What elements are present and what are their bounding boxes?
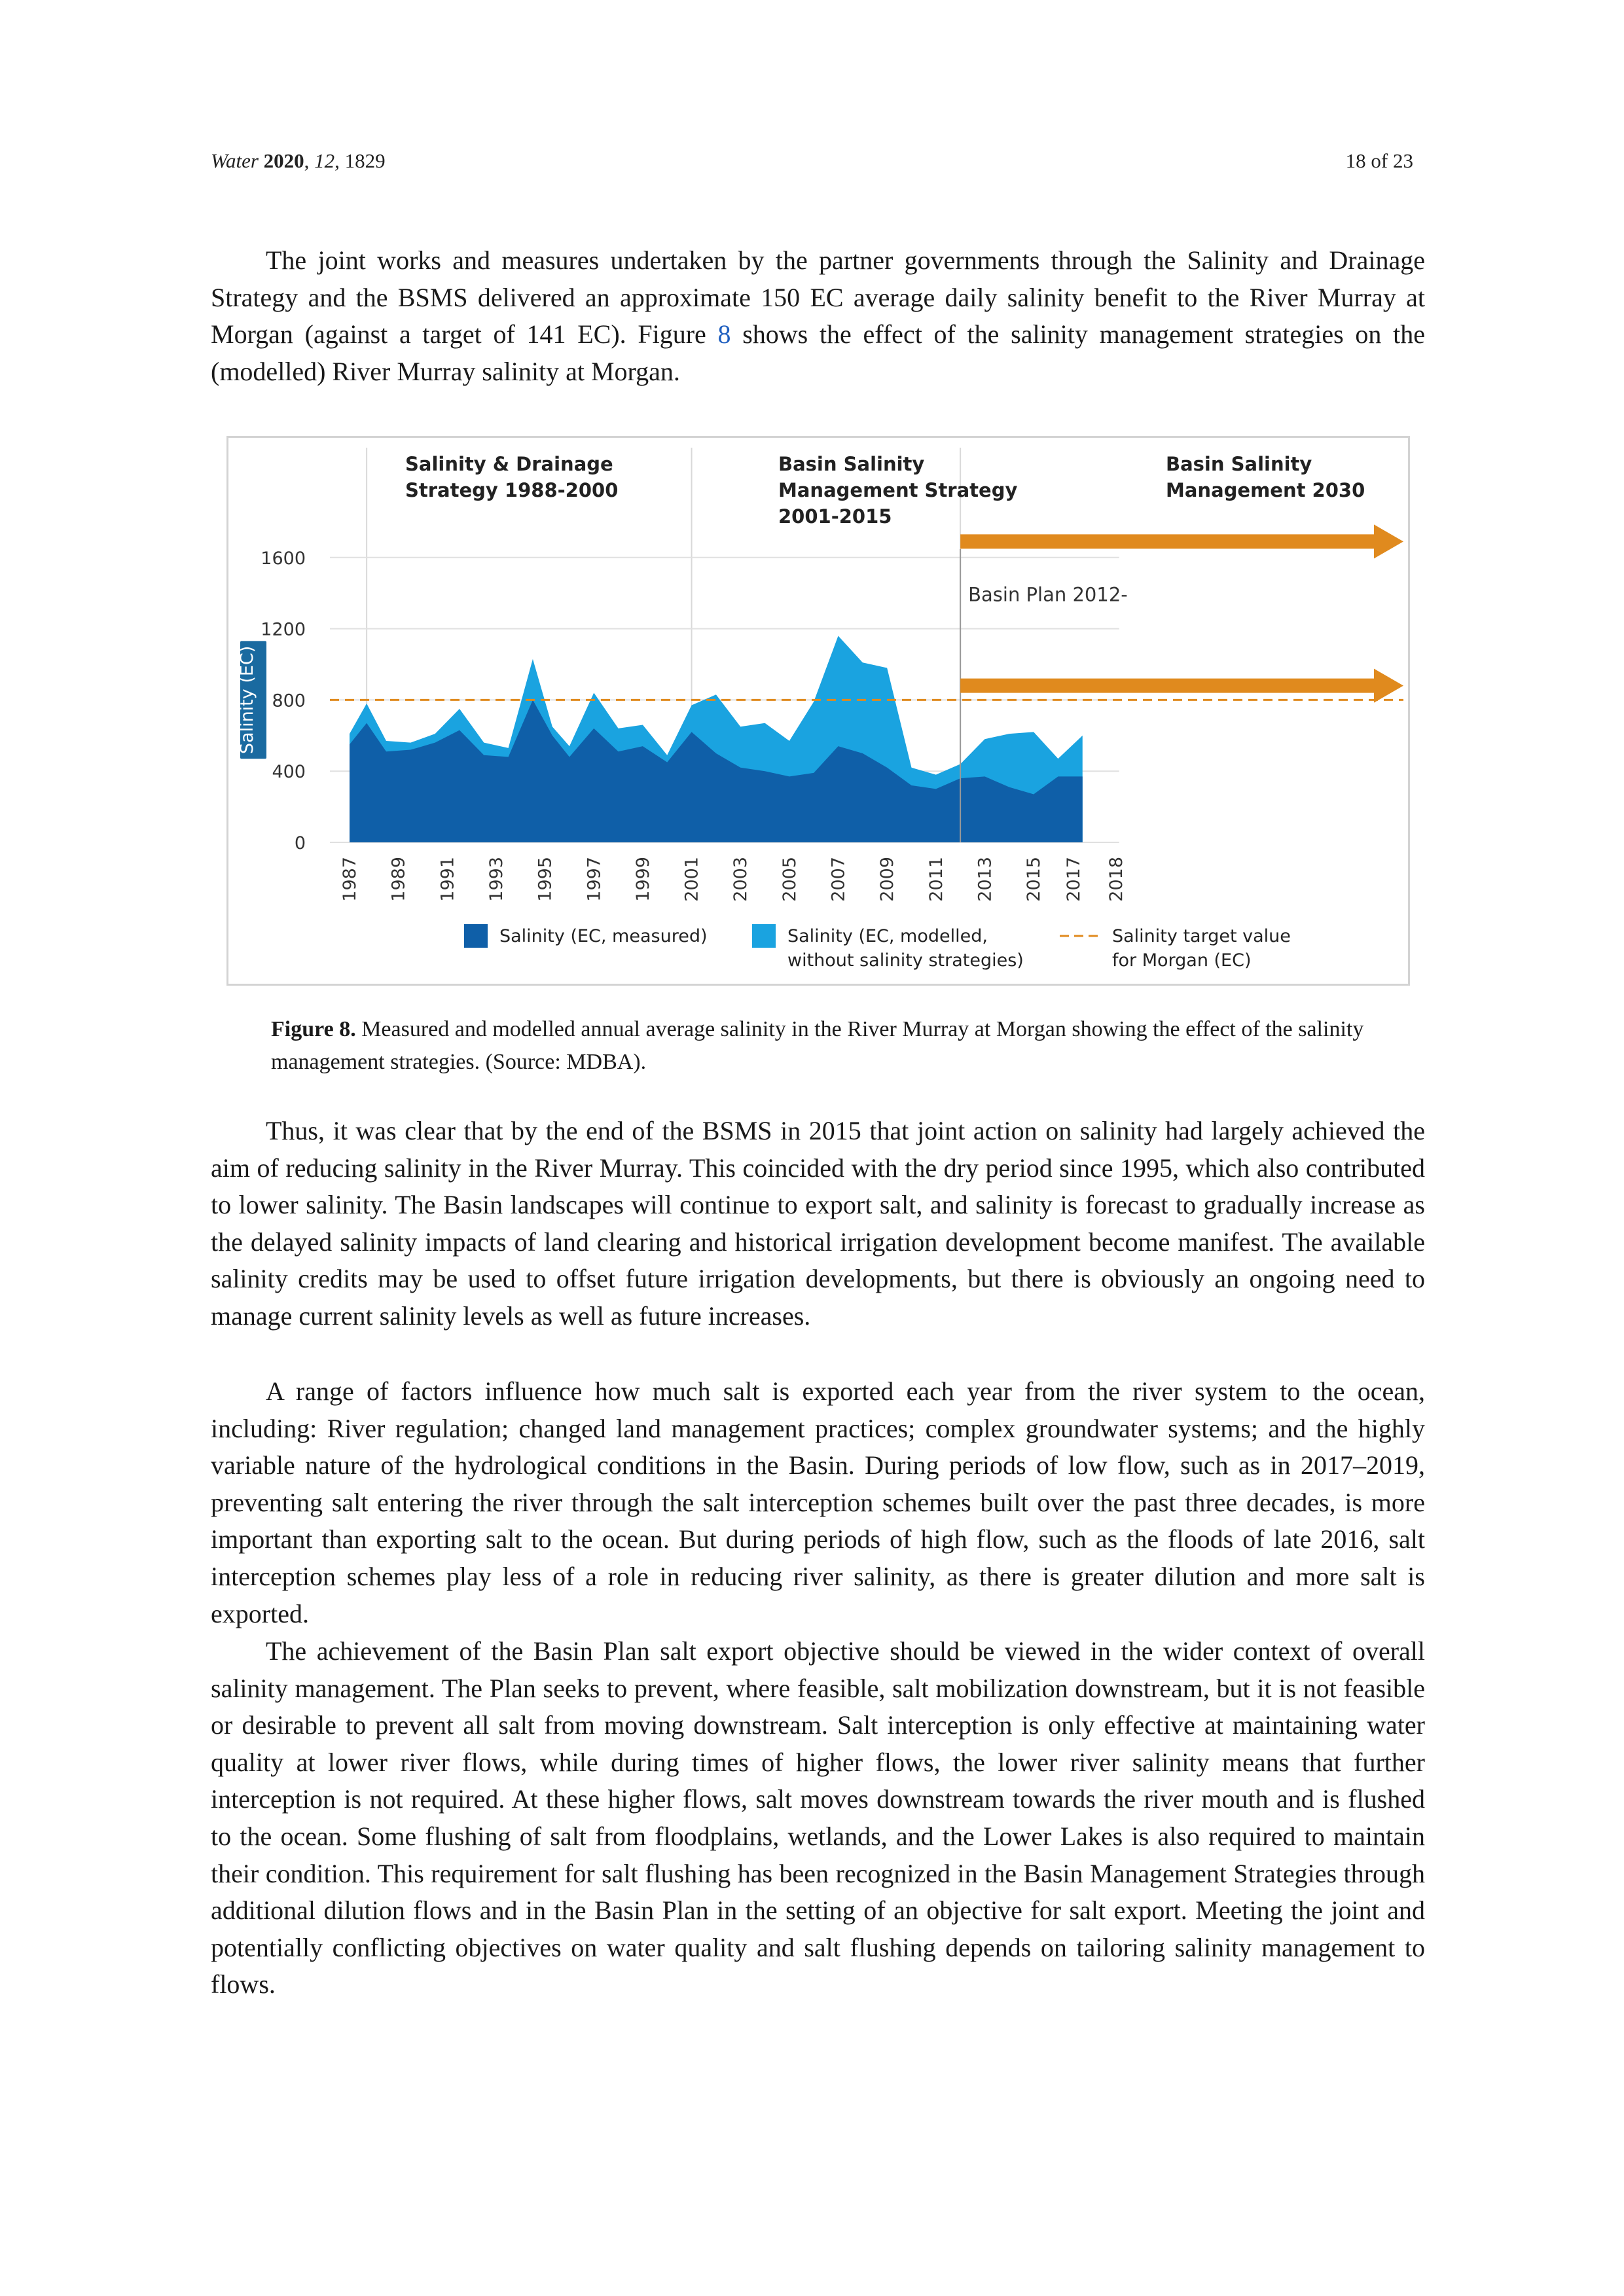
legend-label: Salinity target value [1112, 926, 1291, 946]
figure-label: Figure 8. [271, 1017, 356, 1041]
article-number: 1829 [344, 149, 386, 172]
arrow-basin-plan [960, 669, 1403, 703]
x-tick-label: 2013 [975, 857, 996, 902]
x-tick-label: 2018 [1106, 857, 1127, 902]
x-tick-label: 1991 [437, 857, 458, 902]
salinity-chart [228, 438, 1408, 984]
x-tick-label: 2001 [681, 857, 702, 902]
x-tick-label: 2017 [1063, 857, 1084, 902]
period-label: Basin Salinity [1166, 453, 1312, 475]
x-tick-label: 1989 [388, 857, 409, 902]
x-tick-label: 1995 [535, 857, 556, 902]
legend-swatch [464, 924, 488, 948]
legend-label: for Morgan (EC) [1112, 950, 1252, 971]
figure-caption [271, 1013, 1384, 1079]
y-tick-label: 400 [272, 762, 306, 783]
paragraph-1-text-b: shows the effect of the salinity management strategies on the (modelled) River Murray salinity at Morgan. [211, 319, 1426, 386]
journal-volume: 12 [314, 149, 335, 172]
period-label: Management 2030 [1166, 479, 1365, 501]
x-tick-label: 2011 [926, 857, 947, 902]
x-tick-label: 2003 [731, 857, 751, 902]
x-tick-label: 1987 [340, 857, 360, 902]
legend-label: without salinity strategies) [787, 950, 1024, 971]
figure-8 [226, 436, 1410, 986]
y-tick-label: 800 [272, 691, 306, 711]
x-tick-label: 1993 [486, 857, 507, 902]
period-label: Management Strategy [778, 479, 1018, 501]
x-tick-label: 2009 [877, 857, 898, 902]
paragraph-4: The achievement of the Basin Plan salt export objective should be viewed in the wider context of overall salinity management. The Plan seeks to prevent, where feasible, salt mobilization downstream, but it is not feasible or desirable to prevent all salt from moving downstream. Salt interception is only effective at maintaining water quality at lower river flows, while during times of higher flows, the lower river salinity means that further interception is not required. At these higher flows, salt moves downstream towards the river mouth and is flushed to the ocean. Some flushing of salt from floodplains, wetlands, and the Lower Lakes is also required to maintain their condition. This requirement for salt flushing has been recognized in the Basin Management Strategies through additional dilution flows and in the Basin Plan in the setting of an objective for salt export. Meeting the joint and potentially conflicting objectives on water quality and salt flushing depends on tailoring salinity management to flows. [211, 1636, 1425, 2000]
basin-plan-annotation: Basin Plan 2012- [968, 583, 1128, 606]
arrow-basin-salinity-2030 [960, 524, 1403, 558]
x-tick-label: 2015 [1024, 857, 1045, 902]
x-tick-label: 2007 [828, 857, 849, 902]
period-label: Salinity & Drainage [405, 453, 613, 475]
figure-caption-text: Measured and modelled annual average salinity in the River Murray at Morgan showing the effect of the salinity management strategies. (Source: MDBA). [271, 1017, 1364, 1074]
legend-label: Salinity (EC, measured) [499, 926, 708, 946]
legend-swatch [752, 924, 776, 948]
journal-year: 2020 [263, 149, 304, 172]
y-tick-label: 1600 [261, 548, 306, 569]
running-header: Water 2020, 12, 1829 [211, 149, 386, 172]
paragraph-2: Thus, it was clear that by the end of the BSMS in 2015 that joint action on salinity had largely achieved the aim of reducing salinity in the River Murray. This coincided with the dry period since 1995, which also contributed to lower salinity. The Basin landscapes will continue to export salt, and salinity is forecast to gradually increase as the delayed salinity impacts of land clearing and historical irrigation development become manifest. The available salinity credits may be used to offset future irrigation developments, but there is obviously an ongoing need to manage current salinity levels as well as future increases. [211, 1116, 1425, 1331]
period-label: 2001-2015 [778, 505, 892, 528]
y-tick-label: 0 [294, 833, 306, 853]
journal-name: Water [211, 149, 259, 172]
x-tick-label: 1999 [632, 857, 653, 902]
legend-label: Salinity (EC, modelled, [787, 926, 988, 946]
figure-8-link[interactable]: 8 [717, 319, 731, 350]
period-label: Basin Salinity [778, 453, 925, 475]
y-axis-title: Salinity (EC) [237, 645, 257, 755]
period-label: Strategy 1988-2000 [405, 479, 619, 501]
page-number: 18 of 23 [1345, 149, 1413, 172]
y-tick-label: 1200 [261, 619, 306, 640]
paragraph-1 [211, 242, 1425, 390]
x-tick-label: 2005 [779, 857, 800, 902]
paragraph-1-text-a: The joint works and measures undertaken by the partner governments through the Salinity and Drainage Strategy and the BSMS delivered an approximate 150 EC average daily salinity benefit to the River Murray at Morgan (against a target of 141 EC). Figure [211, 245, 1425, 350]
paragraph-3: A range of factors influence how much salt is exported each year from the river system to the ocean, including: River regulation; changed land management practices; complex groundwater systems; and the highly variable nature of the hydrological conditions in the Basin. During periods of low flow, such as in 2017–2019, preventing salt entering the river through the salt interception schemes built over the past three decades, is more important than exporting salt to the ocean. But during periods of high flow, such as the floods of late 2016, salt interception schemes play less of a role in reducing river salinity, as there is greater dilution and more salt is exported. [211, 1376, 1425, 1628]
x-tick-label: 1997 [584, 857, 605, 902]
